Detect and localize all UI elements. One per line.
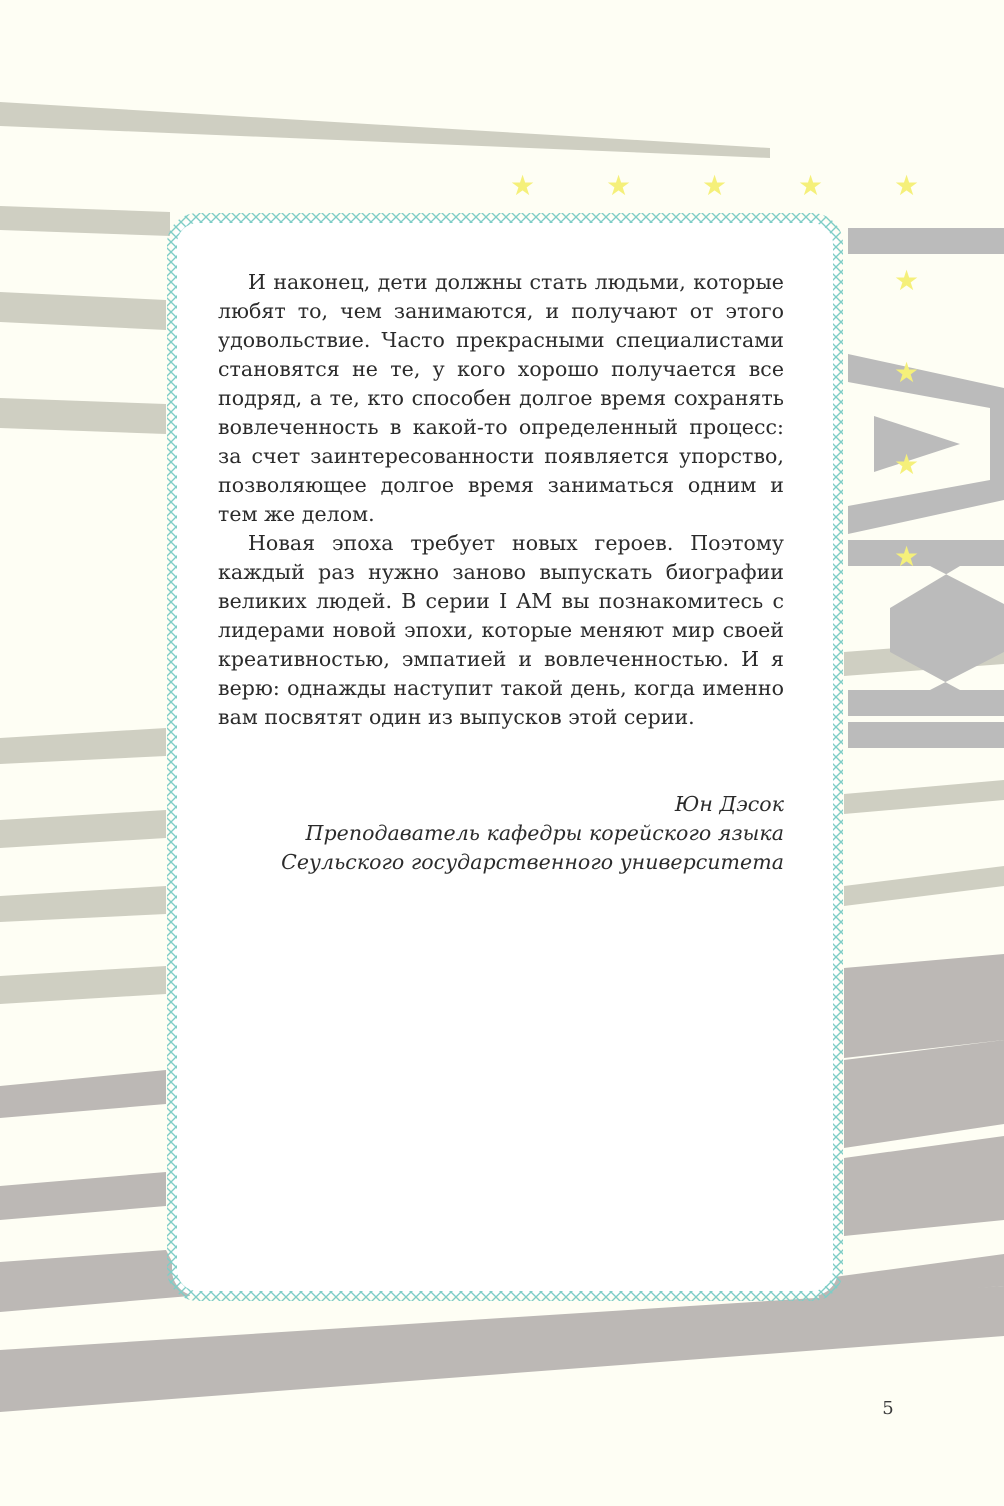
stripe (0, 206, 170, 236)
signature (218, 790, 784, 877)
stripe (0, 728, 166, 764)
stripe (0, 292, 166, 330)
paragraph: Новая эпоха требует новых героев. Поэтому каждый раз нужно заново выпускать биографии великих людей. В серии I AM вы познакомитесь с лидерами новой эпохи, которые меняют мир своей креативностью, эмпатией и вовлеченностью. И я верю: однажды наступит такой день, когда именно вам посвятят один из выпусков этой серии. (218, 531, 784, 729)
star-icon: ★ (798, 169, 824, 202)
stripe (0, 1172, 166, 1220)
stripe (0, 1070, 166, 1118)
logo-letter-m (848, 540, 1004, 716)
right-stripes (844, 640, 1004, 906)
stripe (844, 1136, 1004, 1236)
page-number: 5 (882, 1398, 894, 1419)
stripe (844, 780, 1004, 814)
star-icon: ★ (894, 448, 920, 481)
stripe (0, 1286, 1004, 1412)
paragraph: И наконец, дети должны стать людьми, которые любят то, чем занимаются, и получают от этого удовольствие. Часто прекрасными специалистами становятся не те, у кого хорошо получается все подряд, а те, кто способен долгое время сохранять вовлеченность в какой-то определенный процесс: за счет заинтересованности появляется упорство, позволяющее долгое время заниматься одним и тем же делом. (218, 270, 784, 526)
stripe (0, 398, 166, 434)
signature-name: Юн Дэсок (674, 792, 784, 816)
logo-letter-i (848, 228, 1004, 254)
stripe (844, 1040, 1004, 1148)
main-text (218, 268, 784, 877)
star-icon: ★ (894, 169, 920, 202)
star-icon: ★ (606, 169, 632, 202)
logo-underline (848, 722, 1004, 748)
signature-institution: Сеульского государственного университета (281, 850, 784, 874)
star-icon: ★ (702, 169, 728, 202)
star-icon: ★ (510, 169, 536, 202)
stripe (0, 886, 166, 922)
stripe (0, 966, 166, 1004)
star-icon: ★ (894, 356, 920, 389)
star-icon: ★ (894, 540, 920, 573)
stripe (844, 954, 1004, 1058)
stripe (0, 1250, 190, 1312)
signature-position: Преподаватель кафедры корейского языка (305, 821, 784, 845)
stripe (0, 810, 166, 848)
stripe (0, 102, 770, 158)
stripe (844, 866, 1004, 906)
star-icon: ★ (894, 264, 920, 297)
